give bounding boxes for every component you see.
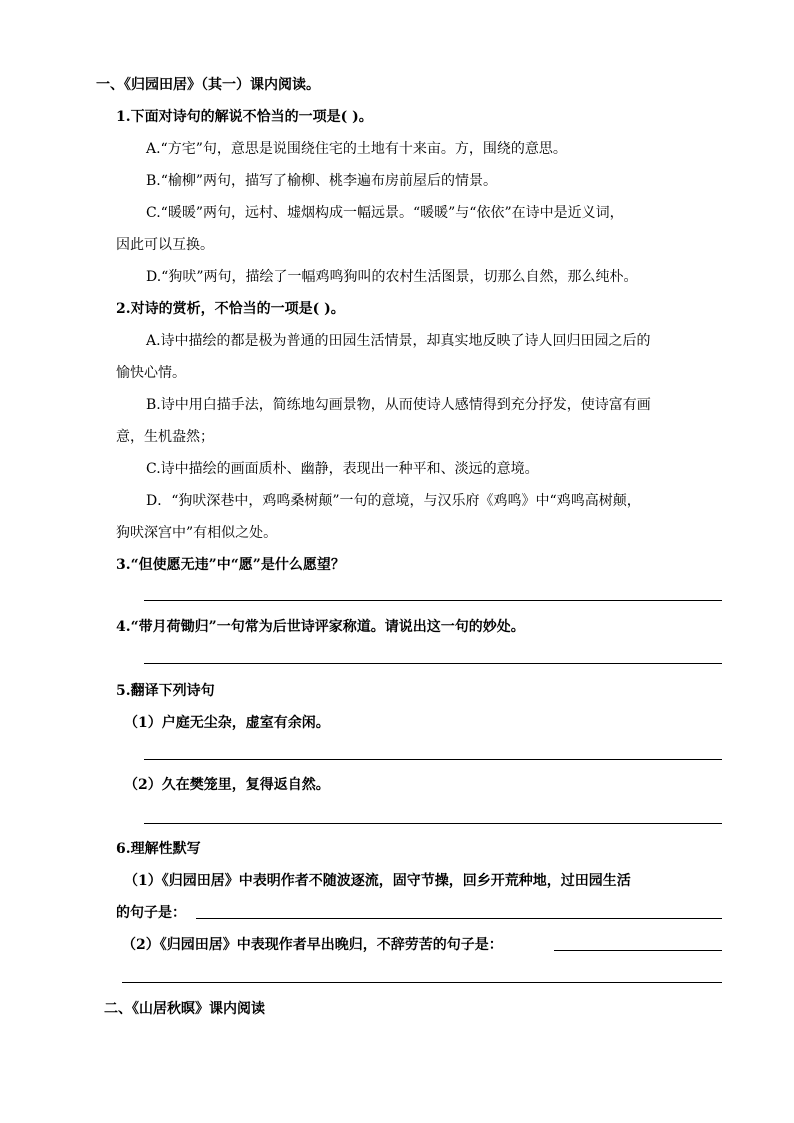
q6-part2: （2）《归园田居》中表现作者早出晚归，不辞劳苦的句子是： [122, 937, 503, 953]
q5-answer-line-2[interactable] [144, 823, 722, 824]
q2-option-a-line1: A.诗中描绘的都是极为普通的田园生活情景，却真实地反映了诗人回归田园之后的 [146, 333, 651, 349]
q5-stem: 5.翻译下列诗句 [116, 683, 215, 699]
q2-option-c: C.诗中描绘的画面质朴、幽静，表现出一种平和、淡远的意境。 [146, 461, 539, 477]
q6-part1-line1: （1）《归园田居》中表明作者不随波逐流，固守节操，回乡开荒种地，过田园生活 [124, 873, 631, 889]
q1-option-a: A.“方宅”句，意思是说围绕住宅的土地有十来亩。方，围绕的意思。 [146, 141, 567, 157]
q4-answer-line[interactable] [144, 663, 722, 664]
q2-stem: 2.对诗的赏析，不恰当的一项是( )。 [116, 301, 345, 317]
q1-stem: 1.下面对诗句的解说不恰当的一项是( )。 [116, 109, 373, 125]
q1-option-d: D.“狗吠”两句，描绘了一幅鸡鸣狗叫的农村生活图景，切那么自然，那么纯朴。 [146, 269, 638, 285]
q1-option-c-line2: 因此可以互换。 [116, 237, 214, 253]
q2-option-a-line2: 愉快心情。 [116, 365, 186, 381]
q6-stem: 6.理解性默写 [116, 841, 201, 857]
q6-part2-answer-line-1[interactable] [554, 950, 722, 951]
q6-part1-answer-line[interactable] [196, 918, 722, 919]
q2-option-d-line2: 狗吠深宫中”有相似之处。 [116, 525, 278, 541]
q2-option-b-line1: B.诗中用白描手法，简练地勾画景物，从而使诗人感情得到充分抒发，使诗富有画 [146, 397, 651, 413]
q5-answer-line-1[interactable] [144, 759, 722, 760]
q5-sentence-1: （1）户庭无尘杂，虚室有余闲。 [124, 715, 330, 731]
section2-heading: 二、《山居秋暝》课内阅读 [104, 1001, 265, 1017]
q6-part2-answer-line-2[interactable] [122, 982, 722, 983]
q4-stem: 4.“带月荷锄归”一句常为后世诗评家称道。请说出这一句的妙处。 [116, 619, 525, 635]
q2-option-d-line1: D．“狗吠深巷中，鸡鸣桑树颠”一句的意境，与汉乐府《鸡鸣》中“鸡鸣高树颠， [146, 493, 641, 509]
q3-stem: 3.“但使愿无违”中“愿”是什么愿望？ [116, 557, 345, 573]
q1-option-c-line1: C.“暖暖”两句，远村、墟烟构成一幅远景。“暖暖”与“依依”在诗中是近义词， [146, 205, 624, 221]
q6-part1-line2: 的句子是： [116, 905, 186, 921]
q5-sentence-2: （2）久在樊笼里，复得返自然。 [124, 777, 330, 793]
q1-option-b: B.“榆柳”两句，描写了榆柳、桃李遍布房前屋后的情景。 [146, 173, 498, 189]
section1-heading: 一、《归园田居》（其一）课内阅读。 [96, 77, 320, 93]
q3-answer-line[interactable] [144, 600, 722, 601]
q2-option-b-line2: 意，生机盎然； [116, 429, 214, 445]
